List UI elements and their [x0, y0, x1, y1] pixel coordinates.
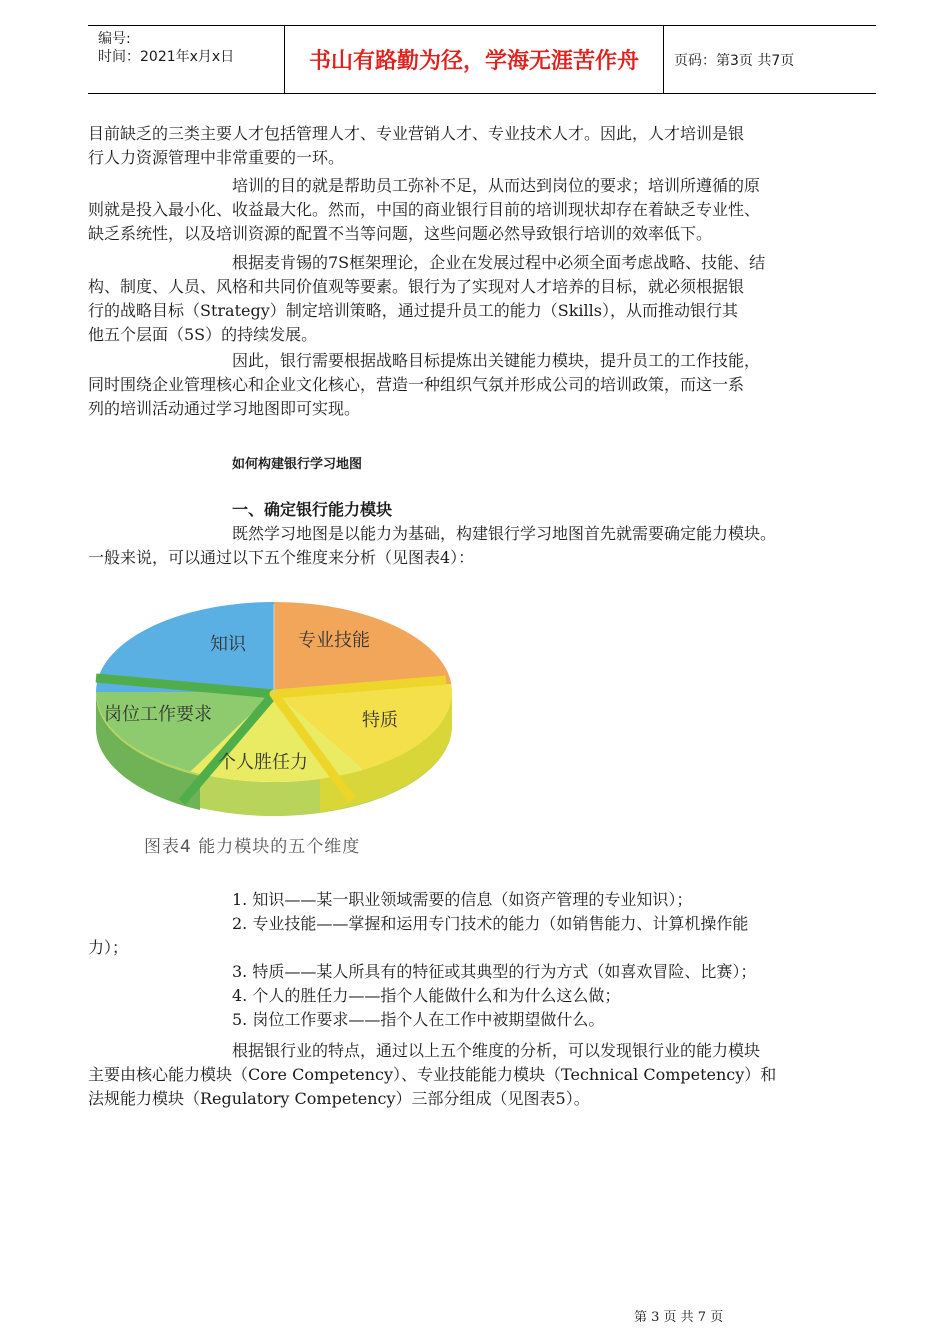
list-item: 力）；: [88, 938, 129, 957]
text-line: 一般来说，可以通过以下五个维度来分析（见图表4）：: [88, 548, 475, 567]
list-item: 4. 个人的胜任力——指个人能做什么和为什么这么做；: [232, 986, 621, 1005]
label-knowledge: 知识: [210, 634, 246, 655]
text-line: 行人力资源管理中非常重要的一环。: [88, 148, 345, 167]
list-item: 5. 岗位工作要求——指个人在工作中被期望做什么。: [232, 1010, 605, 1029]
page-footer: 第 3 页 共 7 页: [634, 1310, 724, 1325]
text-line: 同时围绕企业管理核心和企业文化核心，营造一种组织气氛并形成公司的培训政策，而这一系: [88, 375, 745, 394]
time-label: 时间：2021年x月x日: [98, 49, 235, 65]
subheading: 如何构建银行学习地图: [232, 457, 363, 472]
text-line: 缺乏系统性，以及培训资源的配置不当等问题，这些问题必然导致银行培训的效率低下。: [88, 224, 713, 243]
label-competence: 个人胜任力: [218, 752, 308, 773]
text-line: 因此，银行需要根据战略目标提炼出关键能力模块，提升员工的工作技能，: [232, 351, 761, 370]
header-motto: 书山有路勤为径，学海无涯苦作舟: [284, 26, 664, 93]
section-heading: 一、确定银行能力模块: [232, 500, 393, 519]
paragraph-1: [88, 122, 878, 170]
label-skills: 专业技能: [298, 630, 370, 651]
text-line: 构、制度、人员、风格和共同价值观等要素。银行为了实现对人才培养的目标，就必须根据银: [88, 277, 745, 296]
page-header: [88, 25, 876, 94]
text-line: 根据麦肯锡的7S框架理论，企业在发展过程中必须全面考虑战略、技能、结: [232, 253, 766, 272]
paragraph-3: [88, 251, 878, 347]
competency-pie-chart: [90, 596, 462, 864]
figure-caption: 图表4 能力模块的五个维度: [144, 837, 361, 857]
text-line: 目前缺乏的三类主要人才包括管理人才、专业营销人才、专业技术人才。因此，人才培训是银: [88, 124, 745, 143]
text-line: 主要由核心能力模块（Core Competency）、专业技能能力模块（Technical Competency）和: [88, 1065, 777, 1084]
text-line: 他五个层面（5S）的持续发展。: [88, 325, 318, 344]
header-page-info: 页码：第3页 共7页: [674, 53, 795, 69]
header-left: [88, 26, 284, 93]
label-job-requirements: 岗位工作要求: [104, 704, 212, 725]
list-item: 1. 知识——某一职业领域需要的信息（如资产管理的专业知识）；: [232, 890, 693, 909]
text-line: 列的培训活动通过学习地图即可实现。: [88, 399, 361, 418]
text-line: 既然学习地图是以能力为基础，构建银行学习地图首先就需要确定能力模块。: [232, 524, 777, 543]
paragraph-5: [88, 522, 878, 570]
number-label: 编号:: [98, 31, 131, 47]
text-line: 培训的目的就是帮助员工弥补不足，从而达到岗位的要求；培训所遵循的原: [232, 176, 761, 195]
text-line: 法规能力模块（Regulatory Competency）三部分组成（见图表5）。: [88, 1089, 590, 1108]
paragraph-2: [88, 174, 878, 246]
list-item: 2. 专业技能——掌握和运用专门技术的能力（如销售能力、计算机操作能: [232, 914, 749, 933]
text-line: 根据银行业的特点，通过以上五个维度的分析，可以发现银行业的能力模块: [232, 1041, 761, 1060]
text-line: 行的战略目标（Strategy）制定培训策略，通过提升员工的能力（Skills），从而推动银行其: [88, 301, 738, 320]
text-line: 则就是投入最小化、收益最大化。然而，中国的商业银行目前的培训现状却存在着缺乏专业性、: [88, 200, 761, 219]
dimension-list: [88, 888, 878, 1032]
closing-paragraph: [88, 1039, 878, 1111]
paragraph-4: [88, 349, 878, 421]
label-traits: 特质: [362, 710, 398, 731]
list-item: 3. 特质——某人所具有的特征或其典型的行为方式（如喜欢冒险、比赛）；: [232, 962, 757, 981]
